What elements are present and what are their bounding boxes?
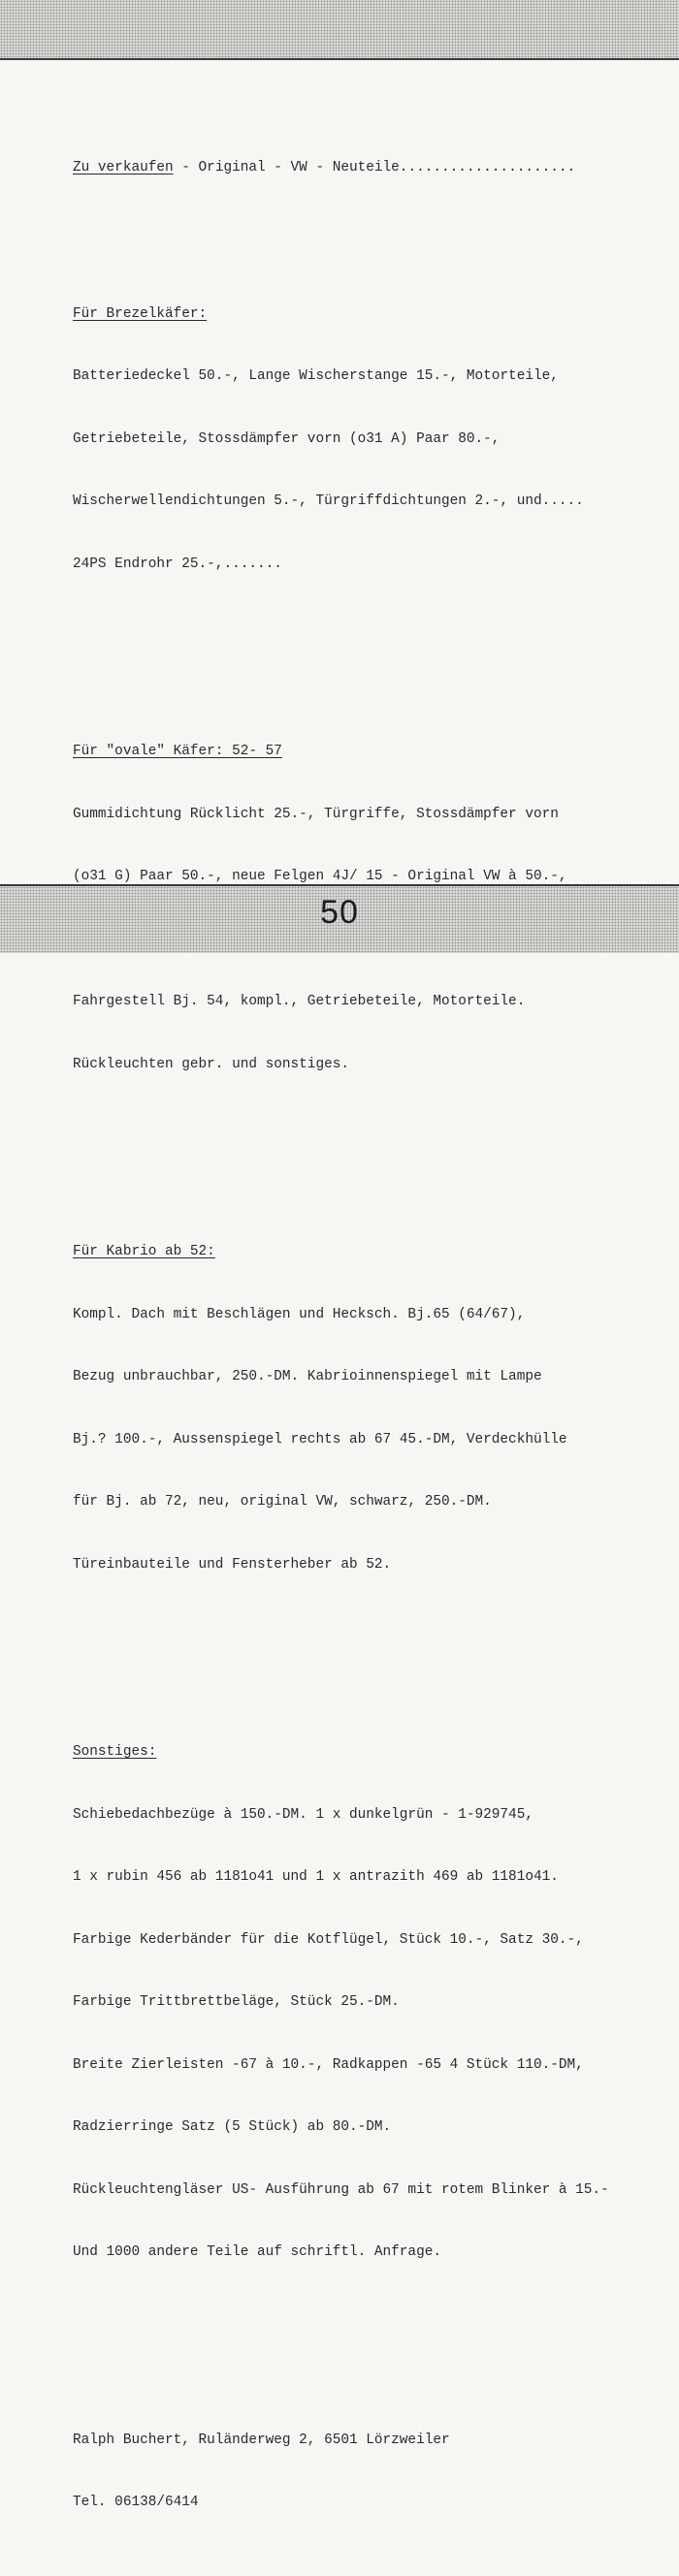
section-line: Radzierringe Satz (5 Stück) ab 80.-DM. — [73, 2119, 392, 2135]
ad-title-rest: - Original - VW - Neuteile..................... — [173, 160, 576, 175]
section-line: Fahrgestell Bj. 54, kompl., Getriebeteile, Motorteile. — [73, 994, 526, 1009]
section-line: Breite Zierleisten -67 à 10.-, Radkappen -65 4 Stück 110.-DM, — [73, 2056, 584, 2073]
section-heading: Für "ovale" Käfer: 52- 57 — [73, 744, 282, 759]
ad-title — [73, 158, 655, 179]
section-line: Schiebedachbezüge à 150.-DM. 1 x dunkelgrün - 1-929745, — [73, 1806, 534, 1823]
section-line: Rückleuchtengläser US- Ausführung ab 67 mit rotem Blinker à 15.- — [73, 2181, 609, 2198]
section-line: Rückleuchten gebr. und sonstiges. — [73, 1056, 349, 1072]
section-line: Farbige Kederbänder für die Kotflügel, Stück 10.-, Satz 30.-, — [73, 1931, 584, 1948]
section-line: Türeinbauteile und Fensterheber ab 52. — [73, 1556, 392, 1573]
classified-ad — [73, 116, 655, 2576]
section-line: Batteriedeckel 50.-, Lange Wischerstange 15.-, Motorteile, — [73, 368, 559, 384]
section-line: Gummidichtung Rücklicht 25.-, Türgriffe, Stossdämpfer vorn — [73, 806, 559, 822]
section-kabrio — [73, 1200, 655, 1617]
section-line: Kompl. Dach mit Beschlägen und Hecksch. Bj.65 (64/67), — [73, 1306, 526, 1322]
section-line: (o31 G) Paar 50.-, neue Felgen 4J/ 15 - Original VW à 50.-, — [73, 869, 567, 884]
section-line: Wischerwellendichtungen 5.-, Türgriffdichtungen 2.-, und..... — [73, 493, 584, 509]
section-line: 1 x rubin 456 ab 1181o41 und 1 x antrazith 469 ab 1181o41. — [73, 1869, 559, 1885]
section-line: Bezug unbrauchbar, 250.-DM. Kabrioinnenspiegel mit Lampe — [73, 1369, 542, 1384]
contact-block — [73, 2389, 655, 2556]
section-line: Farbige Trittbrettbeläge, Stück 25.-DM. — [73, 1994, 400, 2010]
section-line: 24PS Endrohr 25.-,....... — [73, 556, 282, 572]
section-brezelkaefer — [73, 263, 655, 618]
section-heading: Sonstiges: — [73, 1744, 157, 1760]
section-line: Bj.? 100.-, Aussenspiegel rechts ab 67 45.-DM, Verdeckhülle — [73, 1431, 567, 1447]
section-line: Und 1000 andere Teile auf schriftl. Anfrage. — [73, 2244, 441, 2260]
contact-address: Ralph Buchert, Ruländerweg 2, 6501 Lörzweiler — [73, 2432, 450, 2448]
section-sonstiges — [73, 1701, 655, 2306]
ad-title-lead: Zu verkaufen — [73, 160, 174, 175]
section-heading: Für Kabrio ab 52: — [73, 1244, 215, 1259]
section-line: für Bj. ab 72, neu, original VW, schwarz, 250.-DM. — [73, 1494, 492, 1510]
top-dotted-band — [0, 0, 679, 60]
section-heading: Für Brezelkäfer: — [73, 305, 208, 322]
page-number: 50 — [320, 894, 359, 931]
contact-phone: Tel. 06138/6414 — [73, 2495, 199, 2510]
section-line: Getriebeteile, Stossdämpfer vorn (o31 A) Paar 80.-, — [73, 430, 501, 447]
